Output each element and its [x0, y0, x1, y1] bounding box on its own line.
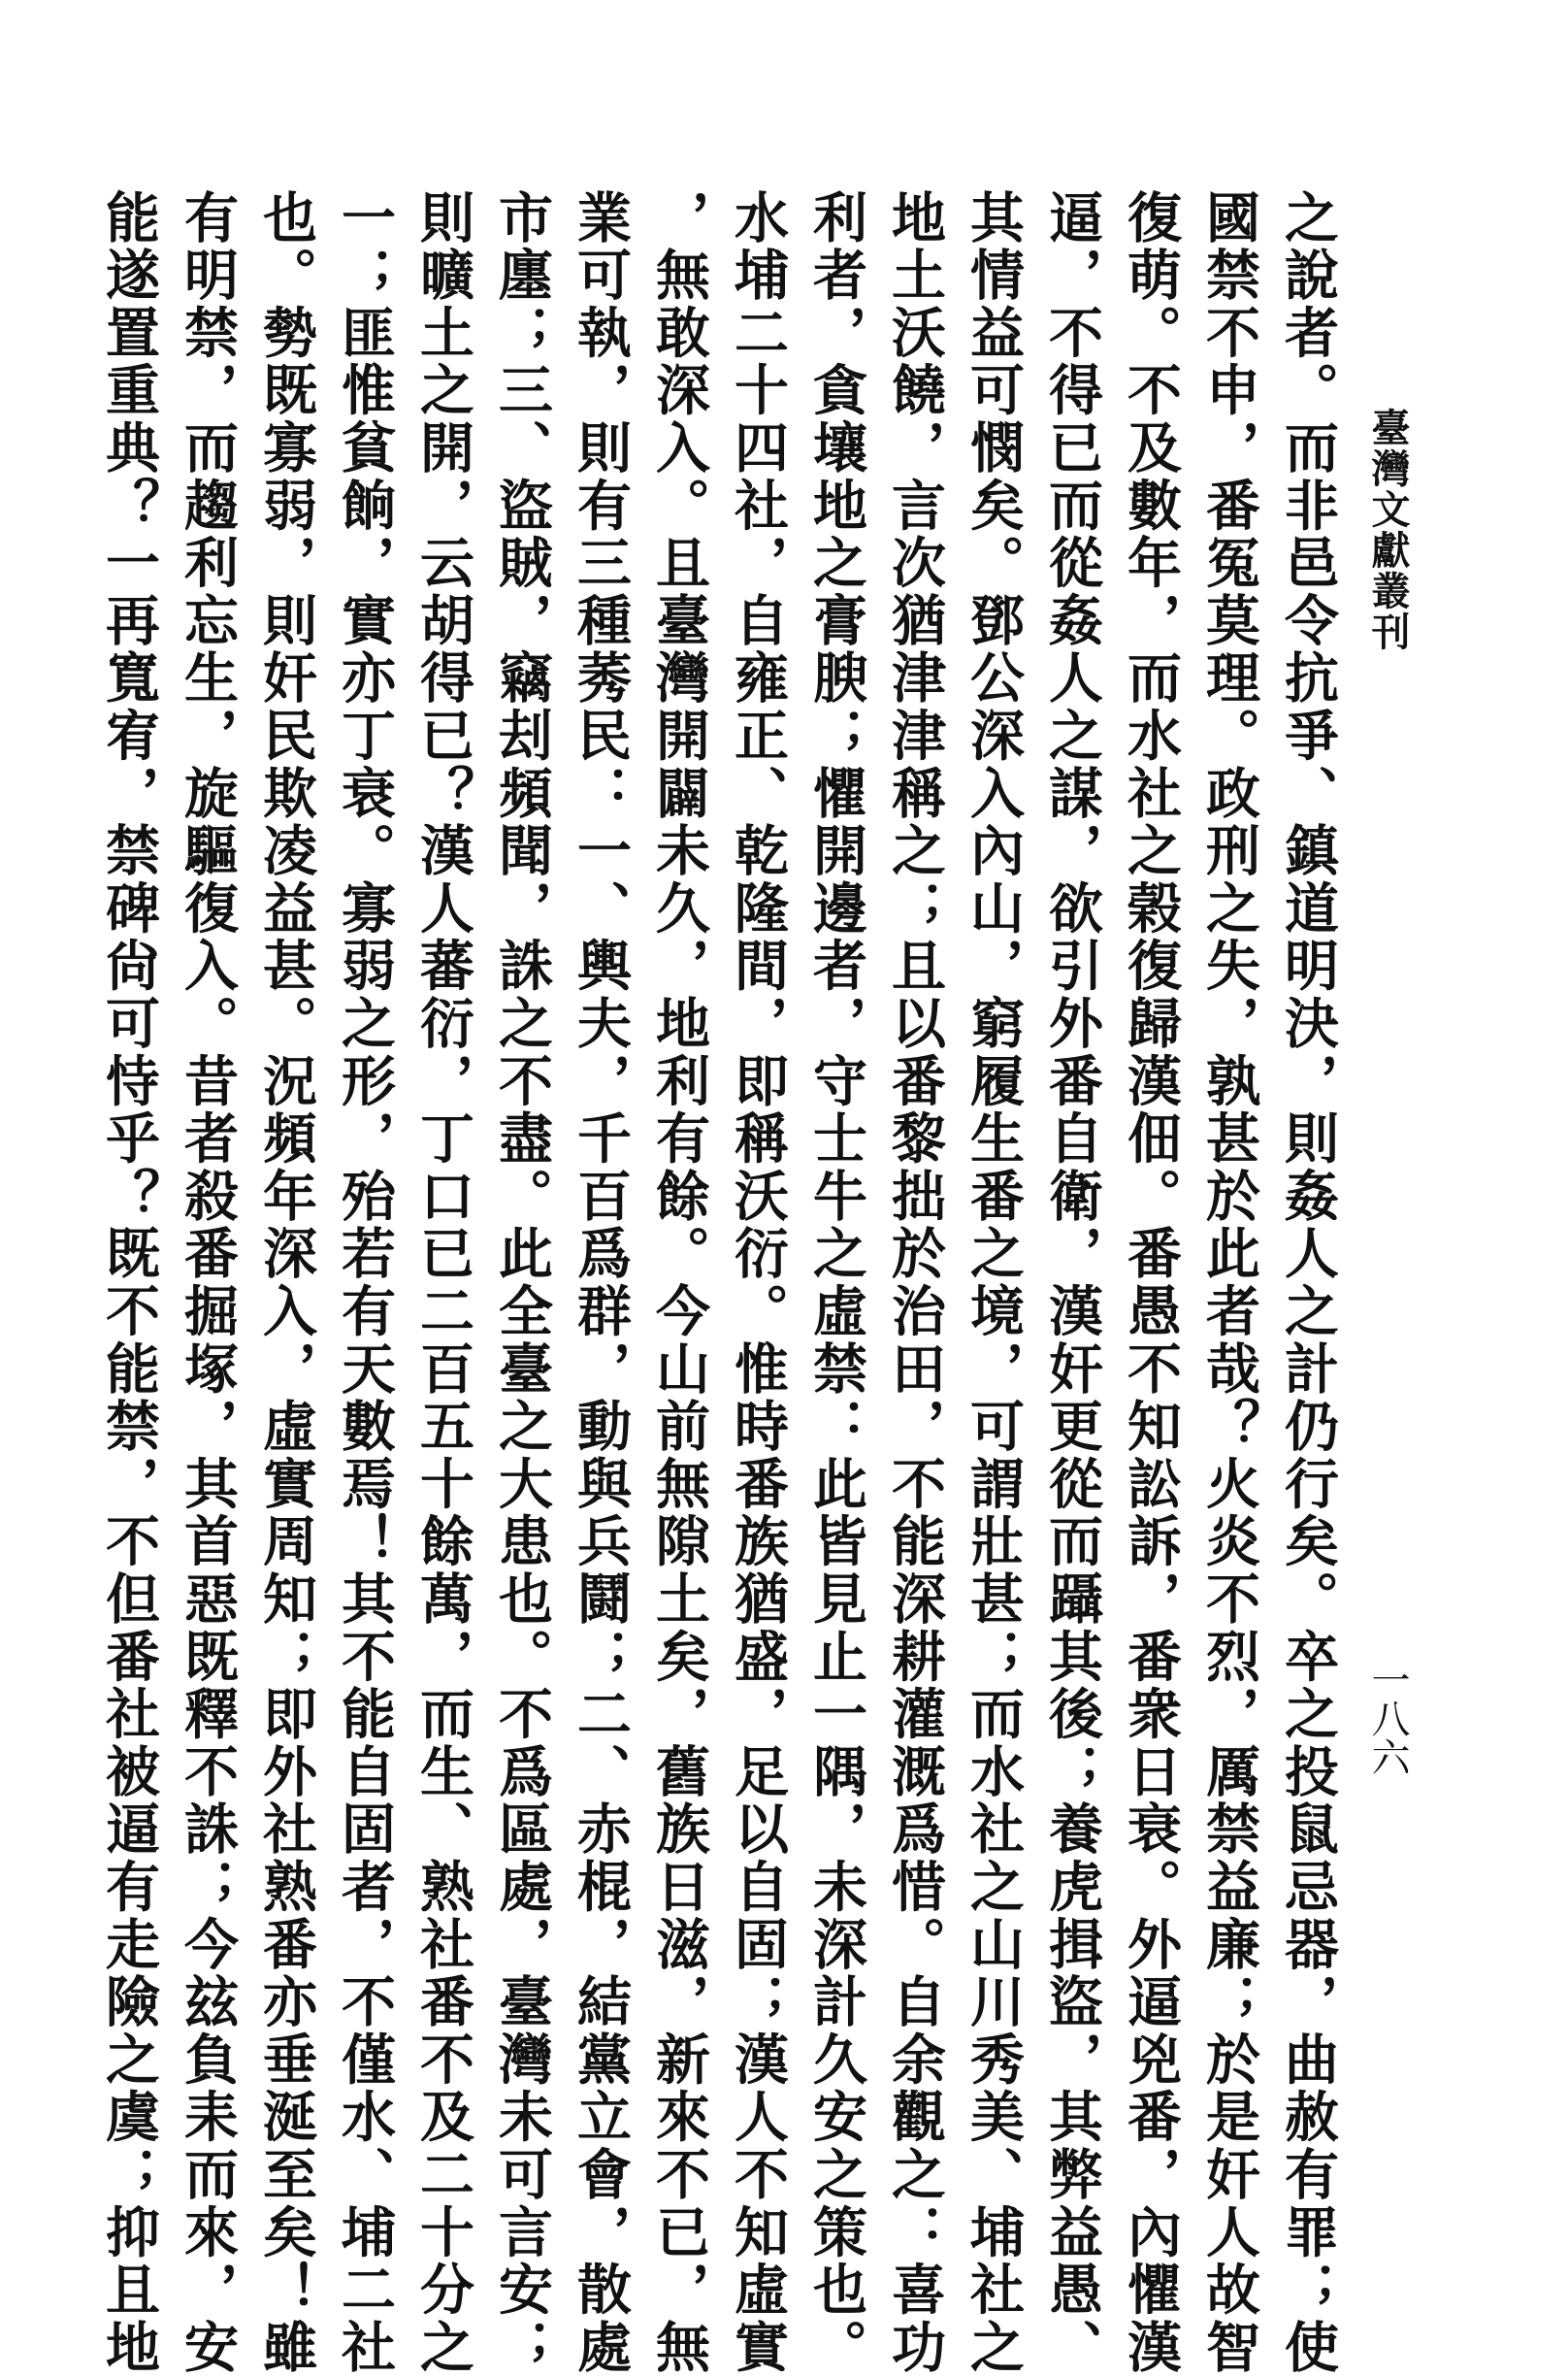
text-column: ，無敢深入。且臺灣開闢未久，地利有餘。今山前無隙土矣，舊族日滋，新來不已，無	[647, 189, 711, 2376]
text-column: 則曠土之開，云胡得已？漢人蕃衍，丁口已二百五十餘萬，而生、熟社番不及二十分之	[411, 189, 475, 2376]
text-column: 復萌。不及數年，而水社之榖復歸漢佃。番愚不知訟訴，番衆日衰。外逼兇番，內懼漢	[1119, 189, 1183, 2376]
text-column: 有明禁，而趨利忘生，旋驅復入。昔者殺番掘塚，其首惡既釋不誅；今玆負耒而來，安	[176, 189, 240, 2376]
book-series-title: 臺灣文獻叢刊	[1365, 408, 1411, 652]
text-column: 地土沃饒，言次猶津津稱之；且以番黎拙於治田，不能深耕灌溉爲惜。自余觀之：喜功	[883, 189, 947, 2376]
text-column: 業可執，則有三種莠民：一、輿夫，千百爲群，動與兵鬪；二、赤棍，結黨立會，散處	[569, 189, 633, 2376]
text-column: 之說者。而非邑令抗爭、鎮道明決，則姦人之計仍行矣。卒之投鼠忌器，曲赦有罪；使	[1276, 189, 1340, 2376]
text-column: 能遂置重典？一再寬宥，禁碑尙可恃乎？既不能禁，不但番社被逼有走險之虞；抑且地	[97, 189, 161, 2376]
text-column: 一；匪惟貧餉，實亦丁衰。寡弱之形，殆若有天數焉！其不能自固者，不僅水、埔二社	[333, 189, 397, 2376]
text-column: 市廛；三、盜賊，竊刦頻聞，誅之不盡。此全臺之大患也。不爲區處，臺灣未可言安；	[490, 189, 554, 2376]
page-number: 一八六	[1365, 1660, 1410, 1776]
body-text	[97, 189, 1347, 2376]
text-column: 逼，不得已而從姦人之謀，欲引外番自衛，漢奸更從而躡其後；養虎揖盜，其弊益愚、	[1040, 189, 1104, 2376]
text-column: 也。勢既寡弱，則奸民欺凌益甚。況頻年深入，虛實周知；即外社熟番亦垂涎至矣！雖	[254, 189, 318, 2376]
text-column: 國禁不申，番冤莫理。政刑之失，孰甚於此者哉？火炎不烈，厲禁益廉；於是奸人故智	[1197, 189, 1261, 2376]
text-column: 其情益可憫矣。鄧公深入內山，窮履生番之境，可謂壯甚；而水社之山川秀美、埔社之	[962, 189, 1026, 2376]
text-column: 利者，貪壤地之膏腴；懼開邊者，守士牛之虛禁：此皆見止一隅，未深計久安之策也。	[804, 189, 868, 2376]
text-column: 水埔二十四社，自雍正、乾隆間，即稱沃衍。惟時番族猶盛，足以自固；漢人不知虛實	[726, 189, 790, 2376]
